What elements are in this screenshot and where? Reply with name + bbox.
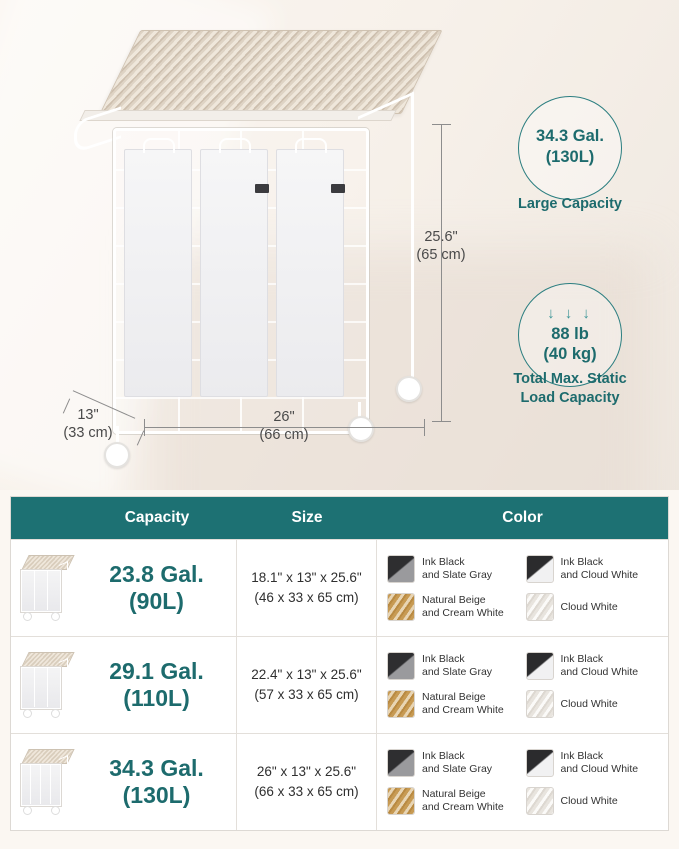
load-badge-value: 88 lb (551, 325, 589, 343)
row-colors (377, 734, 668, 830)
height-dimension-cap-top (432, 124, 451, 125)
swatch-natural-beige-cream-white-icon (387, 690, 415, 718)
swatch-cloud-white-icon (526, 787, 554, 815)
color-option-label (422, 594, 504, 620)
row-size (237, 734, 377, 830)
width-centimeters: (66 cm) (259, 427, 309, 443)
height-dimension-cap-bottom (432, 421, 451, 422)
row-size-inches: 22.4" x 13" x 25.6" (251, 667, 362, 682)
color-line2: and Cloud White (560, 763, 639, 775)
row-capacity (77, 637, 237, 733)
color-line1: Natural Beige (422, 788, 486, 800)
color-option-label (422, 750, 492, 776)
caster-wheel (104, 442, 130, 468)
color-line1: Cloud White (560, 600, 618, 613)
table-header-capacity: Capacity (124, 509, 190, 526)
swatch-natural-beige-cream-white-icon (387, 787, 415, 815)
color-option[interactable] (387, 652, 526, 680)
color-line1: Natural Beige (422, 691, 486, 703)
row-capacity (77, 540, 237, 636)
mini-hamper-illustration (15, 749, 73, 815)
product-thumbnail (11, 734, 77, 830)
row-colors (377, 637, 668, 733)
row-size (237, 540, 377, 636)
color-line2: and Slate Gray (422, 666, 493, 678)
height-dimension-label (406, 228, 476, 264)
mini-hamper-illustration (15, 555, 73, 621)
color-option[interactable] (526, 749, 665, 777)
depth-centimeters: (33 cm) (63, 425, 113, 441)
caster-wheel (396, 376, 422, 402)
lid-rim (79, 110, 396, 121)
color-option[interactable] (387, 690, 526, 718)
color-line1: Ink Black (422, 653, 465, 665)
swatch-ink-black-cloud-white-icon (526, 555, 554, 583)
wire-frame (113, 128, 369, 434)
table-header-color: Color (502, 509, 543, 526)
laundry-bag (124, 149, 192, 397)
depth-dimension-label (52, 406, 124, 442)
color-option-label (561, 601, 618, 614)
mini-side-panel (59, 658, 68, 702)
color-line1: Ink Black (560, 750, 604, 762)
color-line1: Cloud White (560, 794, 618, 807)
row-capacity-liters: (90L) (129, 588, 184, 614)
color-option-label (561, 556, 639, 582)
bag-handle (295, 138, 327, 153)
load-badge-label-line1: Total Max. Static (513, 371, 627, 387)
height-centimeters: (65 cm) (416, 247, 466, 263)
width-inches: 26" (273, 409, 295, 425)
brand-tag (331, 184, 345, 193)
row-size-inches: 26" x 13" x 25.6" (256, 764, 357, 779)
color-line2: and Cream White (422, 704, 504, 716)
color-option[interactable] (387, 787, 526, 815)
color-option[interactable] (526, 555, 665, 583)
width-dimension-label (234, 408, 334, 444)
table-row (11, 539, 668, 636)
mini-hamper-illustration (15, 652, 73, 718)
color-option-label (422, 653, 492, 679)
color-line2: and Slate Gray (422, 763, 493, 775)
row-capacity-liters: (130L) (122, 782, 191, 808)
height-inches: 25.6" (424, 229, 458, 245)
color-option[interactable] (526, 787, 665, 815)
color-line1: Ink Black (560, 653, 604, 665)
brand-tag (255, 184, 269, 193)
mini-side-panel (59, 561, 68, 605)
product-thumbnail (11, 540, 77, 636)
color-option[interactable] (387, 555, 526, 583)
color-line1: Ink Black (560, 556, 604, 568)
swatch-ink-black-slate-gray-icon (387, 652, 415, 680)
color-line2: and Cloud White (560, 569, 639, 581)
height-dimension-line (441, 124, 442, 421)
color-line2: and Slate Gray (422, 569, 493, 581)
down-arrows-icon: ↓ ↓ ↓ (547, 305, 593, 322)
table-row (11, 733, 668, 830)
color-line1: Ink Black (422, 556, 465, 568)
color-line1: Ink Black (422, 750, 465, 762)
color-option-label (561, 653, 639, 679)
color-option[interactable] (526, 690, 665, 718)
mini-body (21, 667, 61, 709)
swatch-cloud-white-icon (526, 593, 554, 621)
row-capacity-gallons: 34.3 Gal. (109, 755, 204, 781)
row-capacity-gallons: 29.1 Gal. (109, 658, 204, 684)
color-option[interactable] (387, 593, 526, 621)
laundry-bag (276, 149, 344, 397)
mini-body (21, 764, 61, 806)
bag-handle (219, 138, 251, 153)
color-option-label (561, 698, 618, 711)
capacity-badge (518, 96, 622, 200)
color-option[interactable] (387, 749, 526, 777)
swatch-ink-black-slate-gray-icon (387, 749, 415, 777)
color-line2: and Cream White (422, 607, 504, 619)
color-option-label (561, 750, 639, 776)
mini-body (21, 570, 61, 612)
color-option[interactable] (526, 652, 665, 680)
swatch-ink-black-slate-gray-icon (387, 555, 415, 583)
color-option-label (422, 691, 504, 717)
color-option-label (561, 795, 618, 808)
comparison-table (10, 496, 669, 831)
bag-handle (143, 138, 175, 153)
color-line2: and Cream White (422, 801, 504, 813)
row-size (237, 637, 377, 733)
mini-side-panel (59, 755, 68, 799)
product-thumbnail (11, 637, 77, 733)
caster-wheel (348, 416, 374, 442)
laundry-hamper-illustration (58, 28, 458, 458)
swatch-ink-black-cloud-white-icon (526, 749, 554, 777)
color-line1: Cloud White (560, 697, 618, 710)
load-badge-kilograms: (40 kg) (543, 345, 597, 363)
capacity-badge-label: Large Capacity (518, 196, 622, 212)
capacity-badge-value: 34.3 Gal. (536, 127, 604, 145)
row-colors (377, 540, 668, 636)
row-capacity-gallons: 23.8 Gal. (109, 561, 204, 587)
width-dimension-cap-left (144, 419, 145, 436)
row-size-inches: 18.1" x 13" x 25.6" (251, 570, 362, 585)
table-header-row (11, 497, 668, 539)
color-option-label (422, 788, 504, 814)
color-option[interactable] (526, 593, 665, 621)
color-option-label (422, 556, 492, 582)
width-dimension-cap-right (424, 419, 425, 436)
swatch-natural-beige-cream-white-icon (387, 593, 415, 621)
color-line2: and Cloud White (560, 666, 639, 678)
laundry-bag (200, 149, 268, 397)
row-size-centimeters: (57 x 33 x 65 cm) (254, 687, 359, 702)
depth-inches: 13" (77, 407, 99, 423)
row-size-centimeters: (46 x 33 x 65 cm) (254, 590, 359, 605)
swatch-ink-black-cloud-white-icon (526, 652, 554, 680)
row-capacity (77, 734, 237, 830)
capacity-badge-liters: (130L) (545, 148, 595, 166)
load-badge-label (470, 370, 670, 408)
table-header-size: Size (291, 509, 323, 526)
color-line1: Natural Beige (422, 594, 486, 606)
row-capacity-liters: (110L) (123, 685, 190, 711)
swatch-cloud-white-icon (526, 690, 554, 718)
table-row (11, 636, 668, 733)
load-badge-label-line2: Load Capacity (520, 390, 620, 406)
row-size-centimeters: (66 x 33 x 65 cm) (254, 784, 359, 799)
